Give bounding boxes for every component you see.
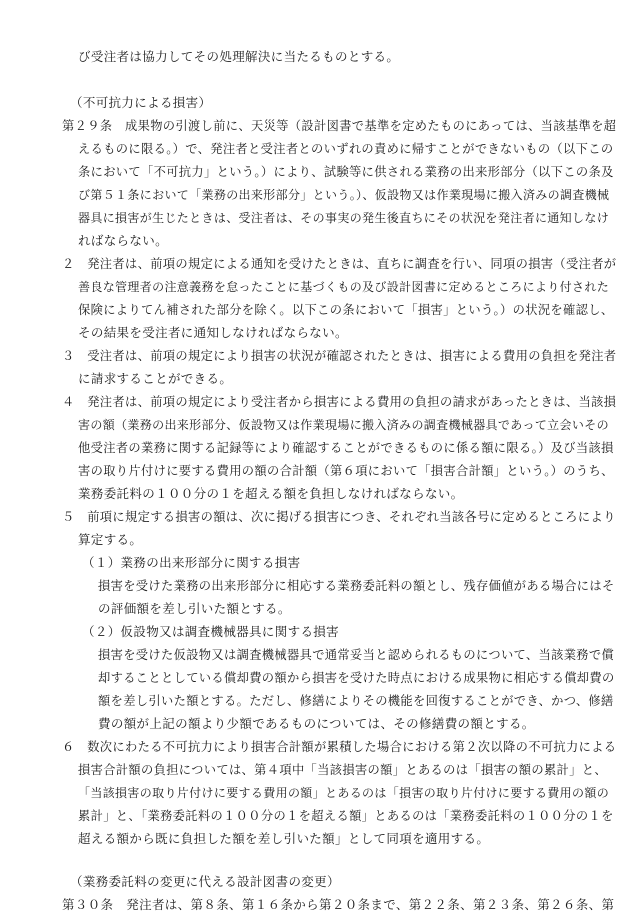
paragraph-2: ２ 発注者は、前項の規定による通知を受けたときは、直ちに調査を行い、同項の損害（受注者が	[62, 257, 617, 271]
text-line: 累計」と、「業務委託料の１００分の１を超える額」とあるのは「業務委託料の１００分の１を	[78, 809, 614, 823]
text-line: 害の額（業務の出来形部分、仮設物又は作業現場に搬入済みの調査機械器具であって立会いその	[78, 418, 609, 432]
text-line: 算定する。	[78, 532, 143, 547]
text-line: 善良な管理者の注意義務を怠ったことに基づくもの及び設計図書に定めるところにより付された	[78, 280, 610, 294]
text-line: 保険によりてん補された部分を除く。以下この条において「損害」という。）の状況を確認し、	[78, 303, 614, 317]
text-line: その結果を受注者に通知しなければならない。	[78, 325, 348, 340]
text-line: 損害を受けた業務の出来形部分に相応する業務委託料の額とし、残存価値がある場合にはそ	[98, 579, 615, 593]
text-line: 他受注者の業務に関する記録等により確認することができるものに係る額に限る。）及び当該損	[78, 441, 614, 455]
text-line: 超える額から既に負担した額を差し引いた額」として同項を適用する。	[78, 831, 490, 846]
text-line: 損害合計額の負担については、第４項中「当該損害の額」とあるのは「損害の額の累計」と、	[78, 763, 607, 777]
text-line: 費の額が上記の額より少額であるものについては、その修繕費の額とする。	[98, 716, 535, 731]
text-line: び第５１条において「業務の出来形部分」という。）、仮設物又は作業現場に搬入済みの調査機械	[78, 188, 610, 202]
paragraph-6: ６ 数次にわたる不可抗力により損害合計額が累積した場合における第２次以降の不可抗力による	[62, 740, 617, 754]
text-line: 害の取り片付けに要する費用の額の合計額（第６項において「損害合計額」という。）のうち、	[78, 464, 614, 478]
text-line: 器具に損害が生じたときは、受注者は、その事実の発生後直ちにその状況を発注者に通知しなけ	[78, 211, 610, 225]
text-line: 却することとしている償却費の額から損害を受けた時点における成果物に相応する償却費の	[98, 671, 615, 685]
paragraph-4: ４ 発注者は、前項の規定により受注者から損害による費用の負担の請求があったときは、当該損	[62, 395, 617, 409]
text-line: に請求することができる。	[78, 371, 233, 386]
text-line: 条において「不可抗力」という。）により、試験等に供される業務の出来形部分（以下この条及	[78, 165, 614, 179]
text-line: 損害を受けた仮設物又は調査機械器具で通常妥当と認められるものについて、当該業務で償	[98, 648, 615, 662]
item-2-heading: （２）仮設物又は調査機械器具に関する損害	[82, 624, 340, 639]
article-30-heading: （業務委託料の変更に代える設計図書の変更）	[70, 874, 340, 889]
text-line: ればならない。	[78, 233, 168, 248]
item-1-heading: （１）業務の出来形部分に関する損害	[82, 555, 301, 570]
text-line: 額を差し引いた額とする。ただし、修繕によりその機能を回復することができ、かつ、修繕	[98, 694, 614, 708]
paragraph-3: ３ 受注者は、前項の規定により損害の状況が確認されたときは、損害による費用の負担を発注者	[62, 349, 617, 363]
text-line: 「当該損害の取り片付けに要する費用の額」とあるのは「損害の取り片付けに要する費用の額の	[78, 786, 610, 800]
article-29-heading: （不可抗力による損害）	[70, 95, 212, 110]
article-29-title: 第２９条 成果物の引渡し前に、天災等（設計図書で基準を定めたものにあっては、当該基準を超	[62, 119, 617, 133]
text-line: の評価額を差し引いた額とする。	[98, 601, 291, 616]
text-line: 業務委託料の１００分の１を超える額を負担しなければならない。	[78, 486, 464, 501]
article-30-title: 第３０条 発注者は、第８条、第１６条から第２０条まで、第２２条、第２３条、第２６条、第	[62, 897, 615, 912]
paragraph-5: ５ 前項に規定する損害の額は、次に掲げる損害につき、それぞれ当該各号に定めるところにより	[62, 510, 616, 524]
text-line: び受注者は協力してその処理解決に当たるものとする。	[78, 49, 400, 64]
text-line: えるものに限る。）で、発注者と受注者とのいずれの責めに帰すことができないもの（以下この	[78, 142, 614, 156]
